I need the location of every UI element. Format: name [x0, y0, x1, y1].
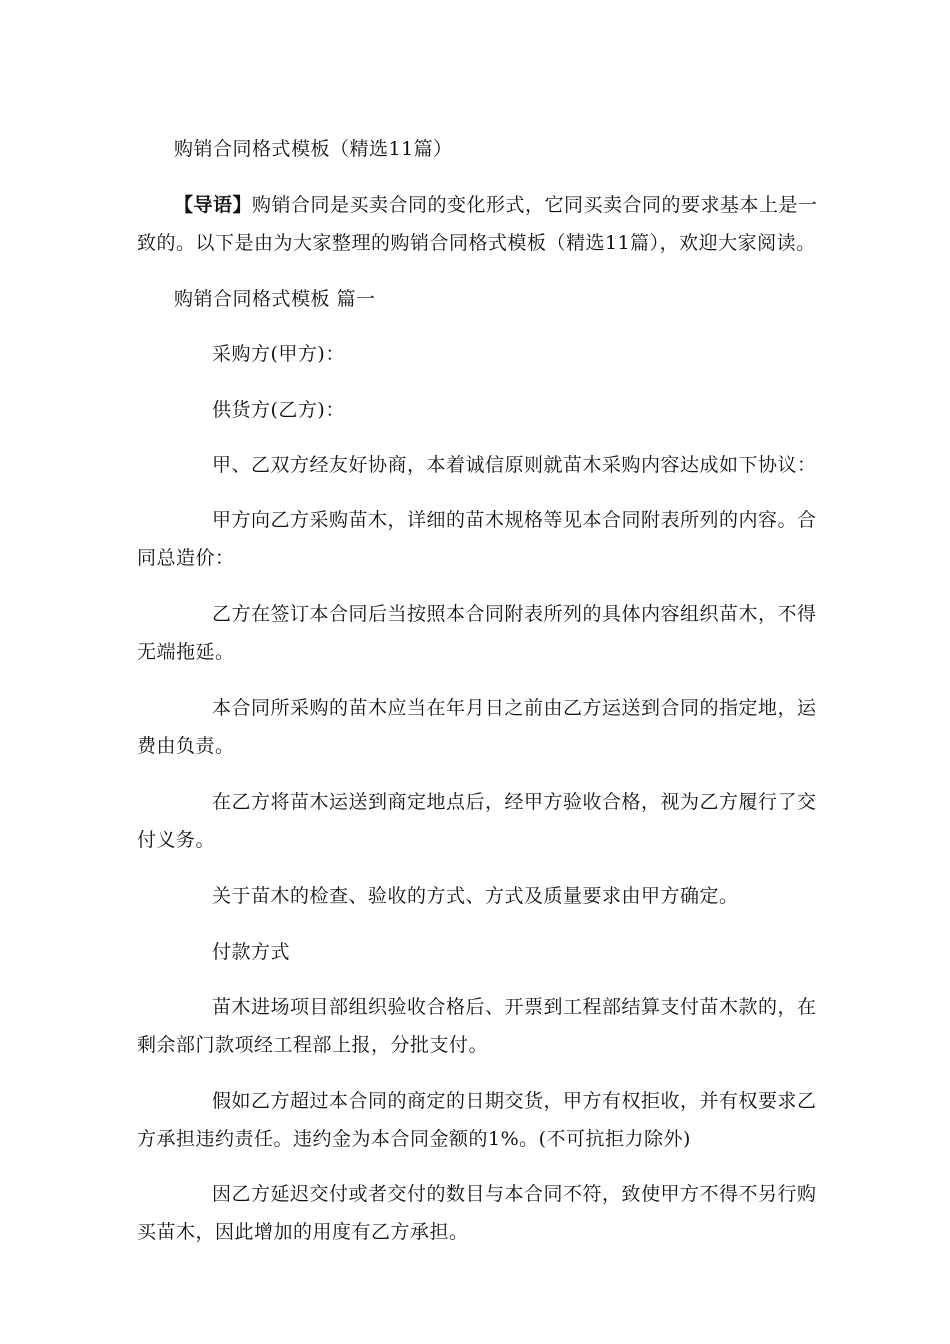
paragraph-line: 因乙方延迟交付或者交付的数目与本合同不符，致使甲方不得不另行购	[212, 1183, 817, 1205]
paragraph-line: 费由负责。	[137, 735, 235, 757]
paragraph-line: 买苗木，因此增加的用度有乙方承担。	[137, 1221, 469, 1243]
paragraph-line: 供货方(乙方)：	[212, 399, 345, 421]
document-title: 购销合同格式模板（精选11篇）	[174, 138, 453, 160]
paragraph-line: 方承担违约责任。违约金为本合同金额的1%。(不可抗拒力除外)	[137, 1128, 691, 1150]
paragraph-line: 甲方向乙方采购苗木，详细的苗木规格等见本合同附表所列的内容。合	[212, 509, 817, 531]
paragraph-line: 假如乙方超过本合同的商定的日期交货，甲方有权拒收，并有权要求乙	[212, 1090, 817, 1112]
paragraph-line: 乙方在签订本合同后当按照本合同附表所列的具体内容组织苗木，不得	[212, 603, 817, 625]
paragraph-line: 在乙方将苗木运送到商定地点后，经甲方验收合格，视为乙方履行了交	[212, 791, 817, 813]
paragraph-line: 采购方(甲方)：	[212, 343, 345, 365]
paragraph-line: 剩余部门款项经工程部上报，分批支付。	[137, 1034, 489, 1056]
paragraph-line: 付义务。	[137, 829, 216, 851]
paragraph-line: 付款方式	[212, 941, 291, 963]
paragraph-line: 甲、乙双方经友好协商，本着诚信原则就苗木采购内容达成如下协议：	[212, 454, 817, 476]
intro-tag: 【导语】	[174, 194, 253, 216]
paragraph-line: 同总造价：	[137, 547, 235, 569]
paragraph-line: 无端拖延。	[137, 641, 235, 663]
paragraph-line: 苗木进场项目部组织验收合格后、开票到工程部结算支付苗木款的，在	[212, 996, 817, 1018]
paragraph-line: 关于苗木的检查、验收的方式、方式及质量要求由甲方确定。	[212, 885, 739, 907]
intro-text-1: 购销合同是买卖合同的变化形式，它同买卖合同的要求基本上是一	[252, 194, 818, 216]
intro-line-2: 致的。以下是由为大家整理的购销合同格式模板（精选11篇），欢迎大家阅读。	[137, 232, 816, 254]
section-heading: 购销合同格式模板 篇一	[174, 288, 376, 310]
intro-line-1	[174, 191, 818, 219]
paragraph-line: 本合同所采购的苗木应当在年月日之前由乙方运送到合同的指定地，运	[212, 697, 817, 719]
